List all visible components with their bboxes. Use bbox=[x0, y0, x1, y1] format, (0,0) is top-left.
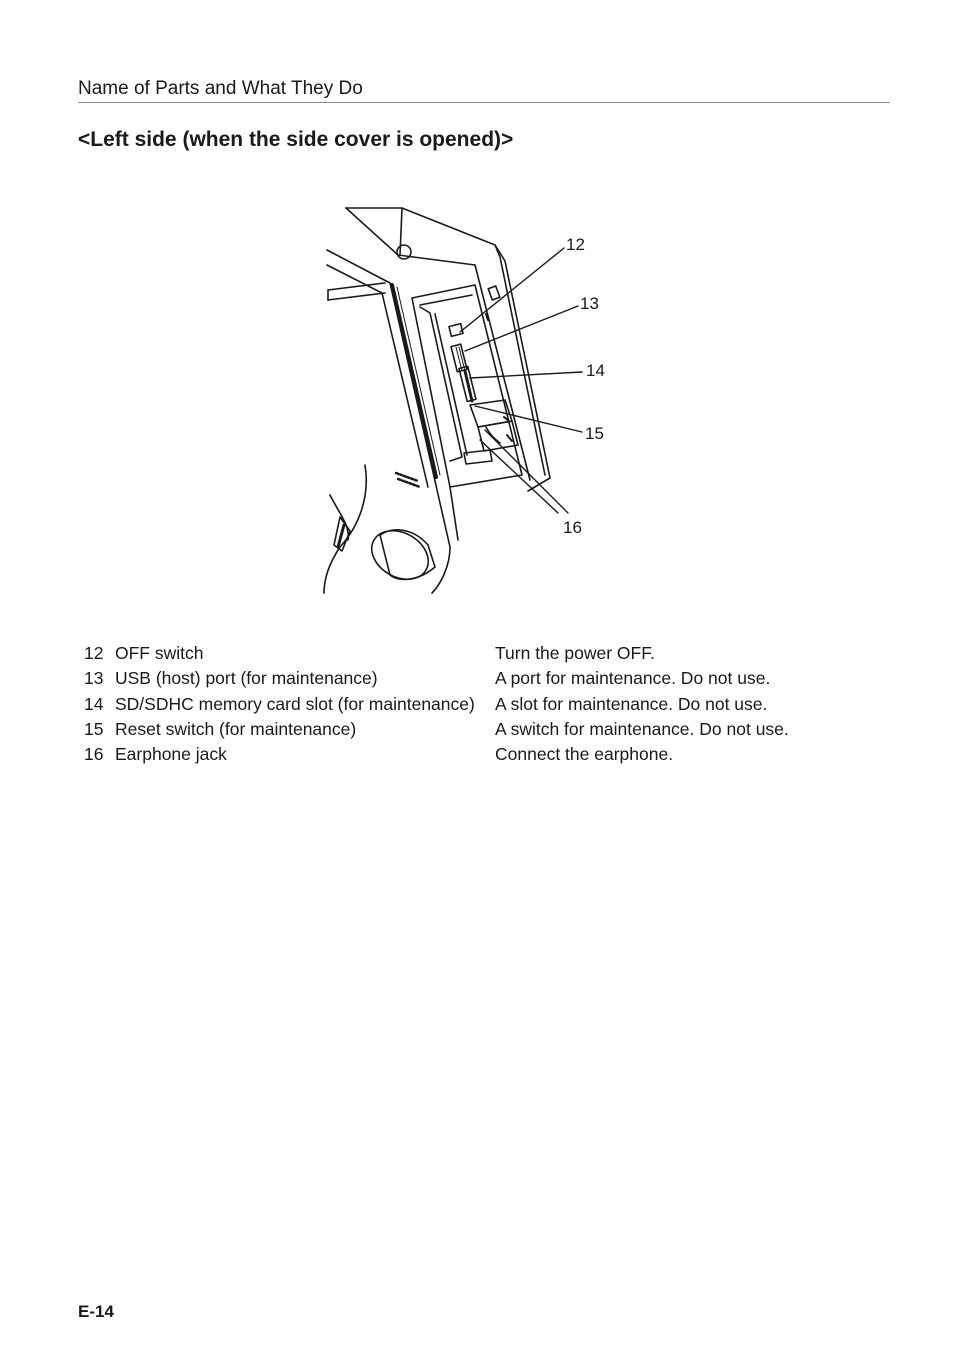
table-row bbox=[82, 692, 789, 717]
device-drawing bbox=[324, 208, 550, 593]
part-name: SD/SDHC memory card slot (for maintenance) bbox=[115, 693, 475, 714]
callout-15: 15 bbox=[585, 424, 604, 443]
table-row bbox=[82, 742, 789, 767]
table-row bbox=[82, 666, 789, 691]
part-description: A slot for maintenance. Do not use. bbox=[495, 693, 768, 714]
part-name: OFF switch bbox=[115, 643, 204, 664]
leader-line-16a bbox=[485, 430, 568, 513]
part-name: USB (host) port (for maintenance) bbox=[115, 668, 378, 689]
callout-12: 12 bbox=[566, 235, 585, 254]
part-description: A port for maintenance. Do not use. bbox=[495, 668, 771, 689]
running-header: Name of Parts and What They Do bbox=[78, 78, 890, 103]
part-description: Turn the power OFF. bbox=[495, 643, 655, 664]
part-name: Earphone jack bbox=[115, 744, 227, 765]
leader-line-16b bbox=[480, 440, 558, 513]
page-number: E-14 bbox=[78, 1302, 114, 1321]
callout-13: 13 bbox=[580, 294, 599, 313]
parts-table bbox=[82, 641, 789, 767]
part-number: 16 bbox=[84, 744, 104, 765]
part-description: Connect the earphone. bbox=[495, 744, 674, 765]
callout-16: 16 bbox=[563, 518, 582, 537]
part-name: Reset switch (for maintenance) bbox=[115, 719, 357, 740]
leader-line-15 bbox=[475, 406, 582, 432]
device-left-side-illustration bbox=[300, 195, 630, 600]
table-row bbox=[82, 717, 789, 742]
section-title: <Left side (when the side cover is opened)> bbox=[78, 128, 514, 151]
part-number: 15 bbox=[84, 719, 104, 740]
table-row bbox=[82, 641, 789, 666]
part-number: 13 bbox=[84, 668, 104, 689]
callout-14: 14 bbox=[586, 361, 605, 380]
part-number: 14 bbox=[84, 693, 104, 714]
part-description: A switch for maintenance. Do not use. bbox=[495, 719, 789, 740]
part-number: 12 bbox=[84, 643, 104, 664]
leader-line-14 bbox=[470, 372, 582, 378]
